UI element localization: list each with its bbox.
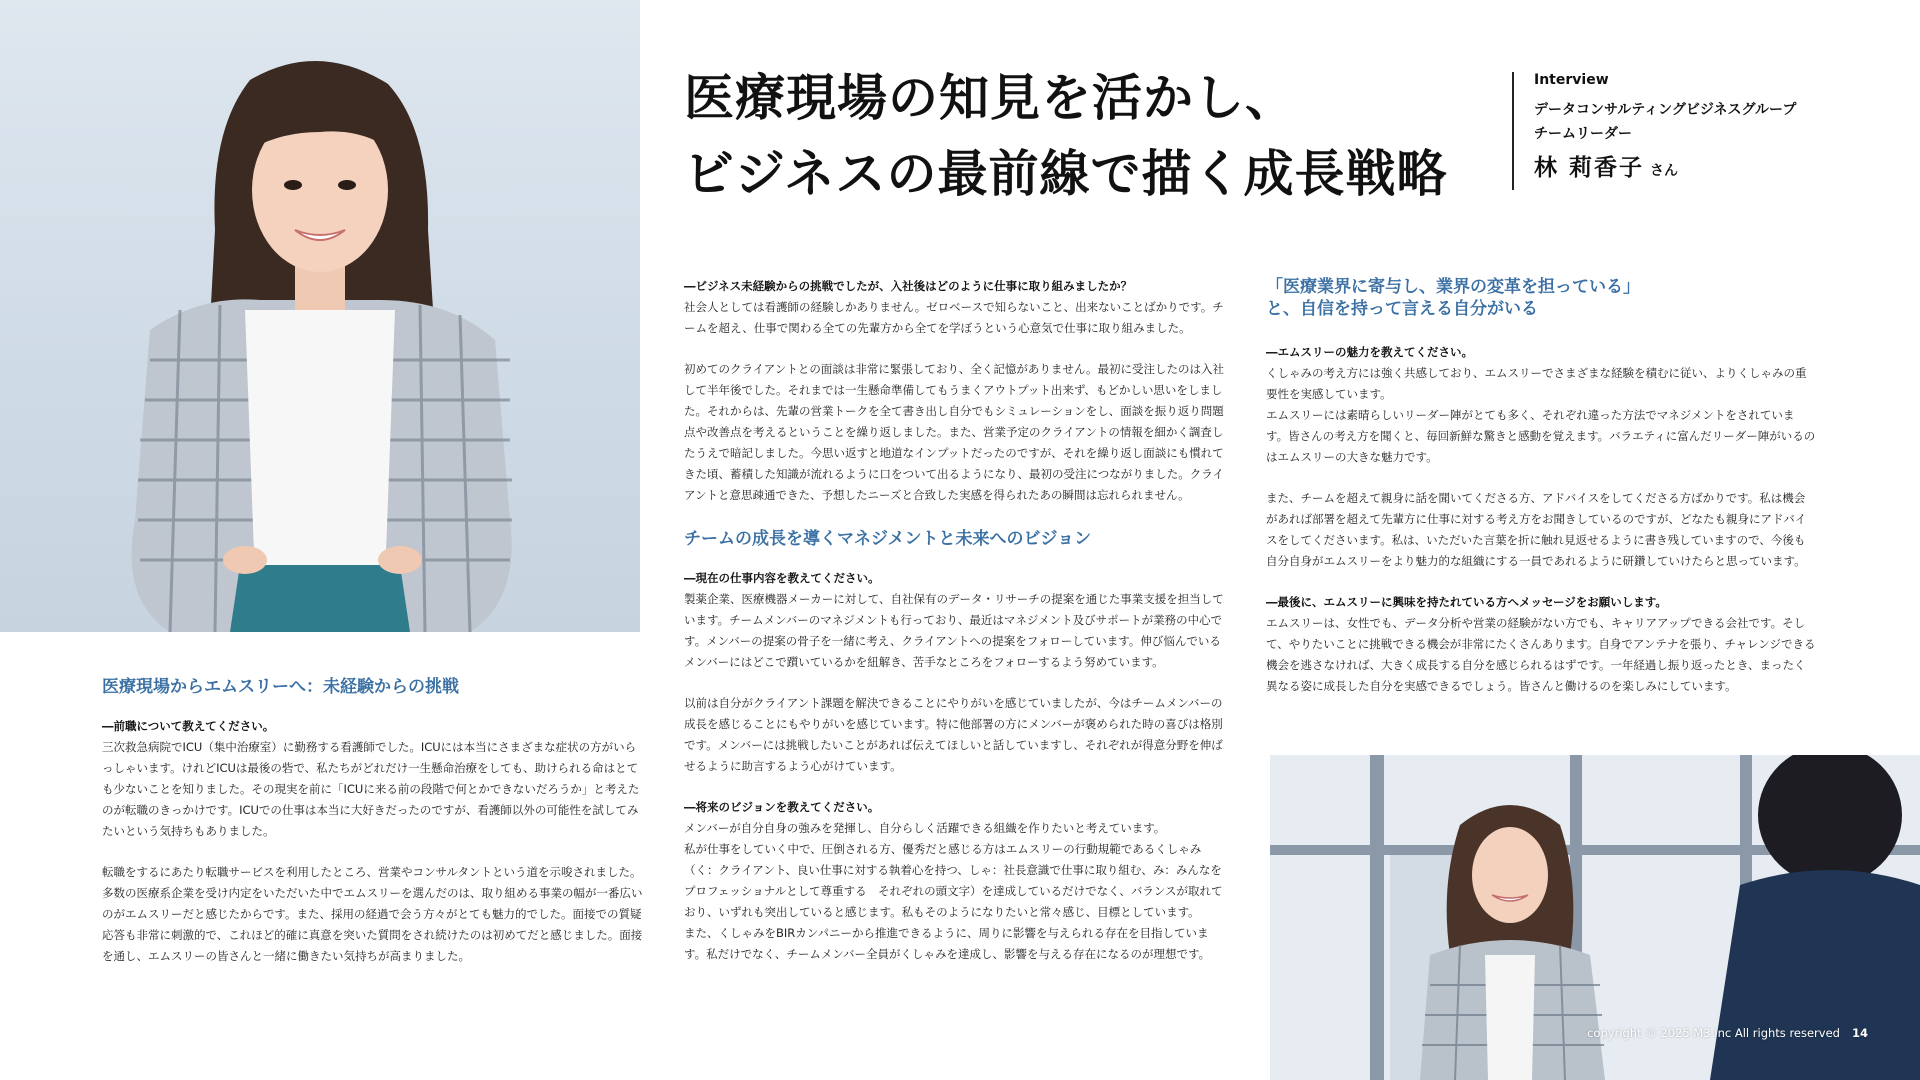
- headline: [684, 60, 1484, 212]
- interview-department: [1534, 98, 1894, 146]
- question-future-vision: ―将来のビジョンを教えてください。: [684, 800, 880, 814]
- middle-column: [684, 276, 1228, 965]
- section-title-m3-appeal: [1266, 276, 1816, 320]
- interview-label: Interview: [1534, 72, 1609, 88]
- question-m3-appeal: ―エムスリーの魅力を教えてください。: [1266, 345, 1473, 359]
- answer-paragraph: メンバーが自分自身の強みを発揮し、自分らしく活躍できる組織を作りたいと考えています。: [684, 821, 1166, 835]
- interview-info: [1534, 70, 1894, 189]
- left-column: [102, 676, 646, 987]
- section-title-line-2: と、自信を持って言える自分がいる: [1266, 299, 1538, 319]
- portrait-photo: [0, 0, 640, 632]
- question-message: ―最後に、エムスリーに興味を持たれている方へメッセージをお願いします。: [1266, 595, 1667, 609]
- section-title-management: チームの成長を導くマネジメントと未来へのビジョン: [684, 529, 1092, 549]
- headline-line-2: ビジネスの最前線で描く成長戦略: [684, 145, 1448, 203]
- portrait-illustration: [0, 0, 640, 632]
- honorific-text: さん: [1650, 163, 1679, 179]
- headline-line-1: 医療現場の知見を活かし、: [684, 69, 1296, 127]
- question-current-work: ―現在の仕事内容を教えてください。: [684, 571, 880, 585]
- vertical-divider: [1512, 72, 1514, 190]
- answer-paragraph: また、くしゃみをBIRカンパニーから推進できるように、周りに影響を与えられる存在を目指しています。私だけでなく、チームメンバー全員がくしゃみを達成し、影響を与える存在になるのが理想です。: [684, 926, 1211, 961]
- section-title-line-1: 「医療業界に寄与し、業界の変革を担っている」: [1266, 277, 1640, 297]
- page-footer: [1587, 1026, 1868, 1040]
- section-title-challenge: 医療現場からエムスリーへ：未経験からの挑戦: [102, 677, 459, 697]
- answer-paragraph: くしゃみの考え方には強く共感しており、エムスリーでさまざまな経験を積むに従い、よりくしゃみの重要性を実感しています。: [1266, 366, 1807, 401]
- answer-paragraph: エムスリーには素晴らしいリーダー陣がとても多く、それぞれ違った方法でマネジメントをされています。皆さんの考え方を聞くと、毎回新鮮な驚きと感動を覚えます。バラエティに富んだリーダー陣がいるのはエムスリーの大きな魅力です。: [1266, 408, 1816, 464]
- question-first-challenge: ―ビジネス未経験からの挑戦でしたが、入社後はどのように仕事に取り組みましたか？: [684, 279, 1133, 293]
- answer-paragraph: 以前は自分がクライアント課題を解決できることにやりがいを感じていましたが、今はチームメンバーの成長を感じることにもやりがいを感じています。特に他部署の方にメンバーが褒められた時の喜びは格別です。メンバーには挑戦したいことがあれば伝えてほしいと話していますし、それぞれが得意分野を伸ばせるように助言するよう心がけています。: [684, 696, 1223, 773]
- page-number: 14: [1851, 1026, 1868, 1040]
- answer-paragraph: 私が仕事をしていく中で、圧倒される方、優秀だと感じる方はエムスリーの行動規範であるくしゃみ（く：クライアント、良い仕事に対する執着心を持つ、しゃ：社長意識で仕事に取り組む、み：みんなをプロフェッショナルとして尊重する それぞれの頭文字）を達成しているだけでなく、バランスが取れており、いずれも突出していると感じます。私もそのようになりたいと常々感じ、目標としています。: [684, 842, 1223, 919]
- name-text: 林 莉香子: [1534, 155, 1645, 181]
- answer-paragraph: エムスリーは、女性でも、データ分析や営業の経験がない方でも、キャリアアップできる会社です。そして、やりたいことに挑戦できる機会が非常にたくさんあります。自身でアンテナを張り、チャレンジできる機会を逃さなければ、大きく成長する自分を感じられるはずです。一年経過し振り返ったとき、まったく異なる姿に成長した自分を実感できるでしょう。皆さんと働けるのを楽しみにしています。: [1266, 616, 1816, 693]
- answer-paragraph: 初めてのクライアントとの面談は非常に緊張しており、全く記憶がありません。最初に受注したのは入社して半年後でした。それまでは一生懸命準備してもうまくアウトプット出来ず、もどかしい思いをしました。それからは、先輩の営業トークを全て書き出し自分でもシミュレーションをし、面談を振り返り問題点や改善点を考えるということを繰り返しました。また、営業予定のクライアントの情報を細かく調査したうえで暗記しました。今思い返すと地道なインプットだったのですが、それを繰り返し面談にも慣れてきた頃、蓄積した知識が流れるように口をついて出るようになり、最初の受注につながりました。クライアントと意思疎通できた、予想したニーズと合致した実感を得られたあの瞬間は忘れられません。: [684, 362, 1225, 502]
- answer-paragraph: 社会人としては看護師の経験しかありません。ゼロベースで知らないこと、出来ないことばかりです。チームを超え、仕事で関わる全ての先輩方から全てを学ぼうという心意気で仕事に取り組みました。: [684, 300, 1224, 335]
- answer-paragraph: また、チームを超えて親身に話を聞いてくださる方、アドバイスをしてくださる方ばかりです。私は機会があれば部署を超えて先輩方に仕事に対する考え方をお聞きしているのですが、どなたも親身にアドバイスをしてくださいます。私は、いただいた言葉を折に触れ見返せるように書き残していますので、今後も自分自身がエムスリーをより魅力的な組織にする一員であれるように研鑽していけたらと思っています。: [1266, 491, 1807, 568]
- question-previous-job: ―前職について教えてください。: [102, 719, 275, 733]
- department-line-2: チームリーダー: [1534, 126, 1632, 142]
- right-column: [1266, 276, 1816, 717]
- interviewee-name: [1534, 150, 1894, 189]
- answer-paragraph: 転職をするにあたり転職サービスを利用したところ、営業やコンサルタントという道を示唆されました。多数の医療系企業を受け内定をいただいた中でエムスリーを選んだのは、取り組める事業の幅が一番広いのがエムスリーだと感じたからです。また、採用の経過で会う方々がとても魅力的でした。面接での質疑応答も非常に刺激的で、これほど的確に真意を突いた質問をされ続けたのは初めてだと感じました。面接を通し、エムスリーの皆さんと一緒に働きたい気持ちが高まりました。: [102, 865, 643, 963]
- department-line-1: データコンサルティングビジネスグループ: [1534, 102, 1797, 118]
- copyright-text: copyright © 2025 M3 Inc All rights reserved: [1587, 1026, 1840, 1040]
- answer-paragraph: 製薬企業、医療機器メーカーに対して、自社保有のデータ・リサーチの提案を通じた事業支援を担当しています。チームメンバーのマネジメントも行っており、最近はマネジメント及びサポートが業務の中心です。メンバーの提案の骨子を一緒に考え、クライアントへの提案をフォローしています。伸び悩んでいるメンバーにはどこで躓いているかを紐解き、苦手なところをフォローするよう努めています。: [684, 592, 1224, 669]
- answer-paragraph: 三次救急病院でICU（集中治療室）に勤務する看護師でした。ICUには本当にさまざまな症状の方がいらっしゃいます。けれどICUは最後の砦で、私たちがどれだけ一生懸命治療をしても、助けられる命はとても少ないことを知りました。その現実を前に「ICUに来る前の段階で何とかできないだろうか」と考えたのが転職のきっかけです。ICUでの仕事は本当に大好きだったのですが、看護師以外の可能性を試してみたいという気持ちもありました。: [102, 740, 640, 838]
